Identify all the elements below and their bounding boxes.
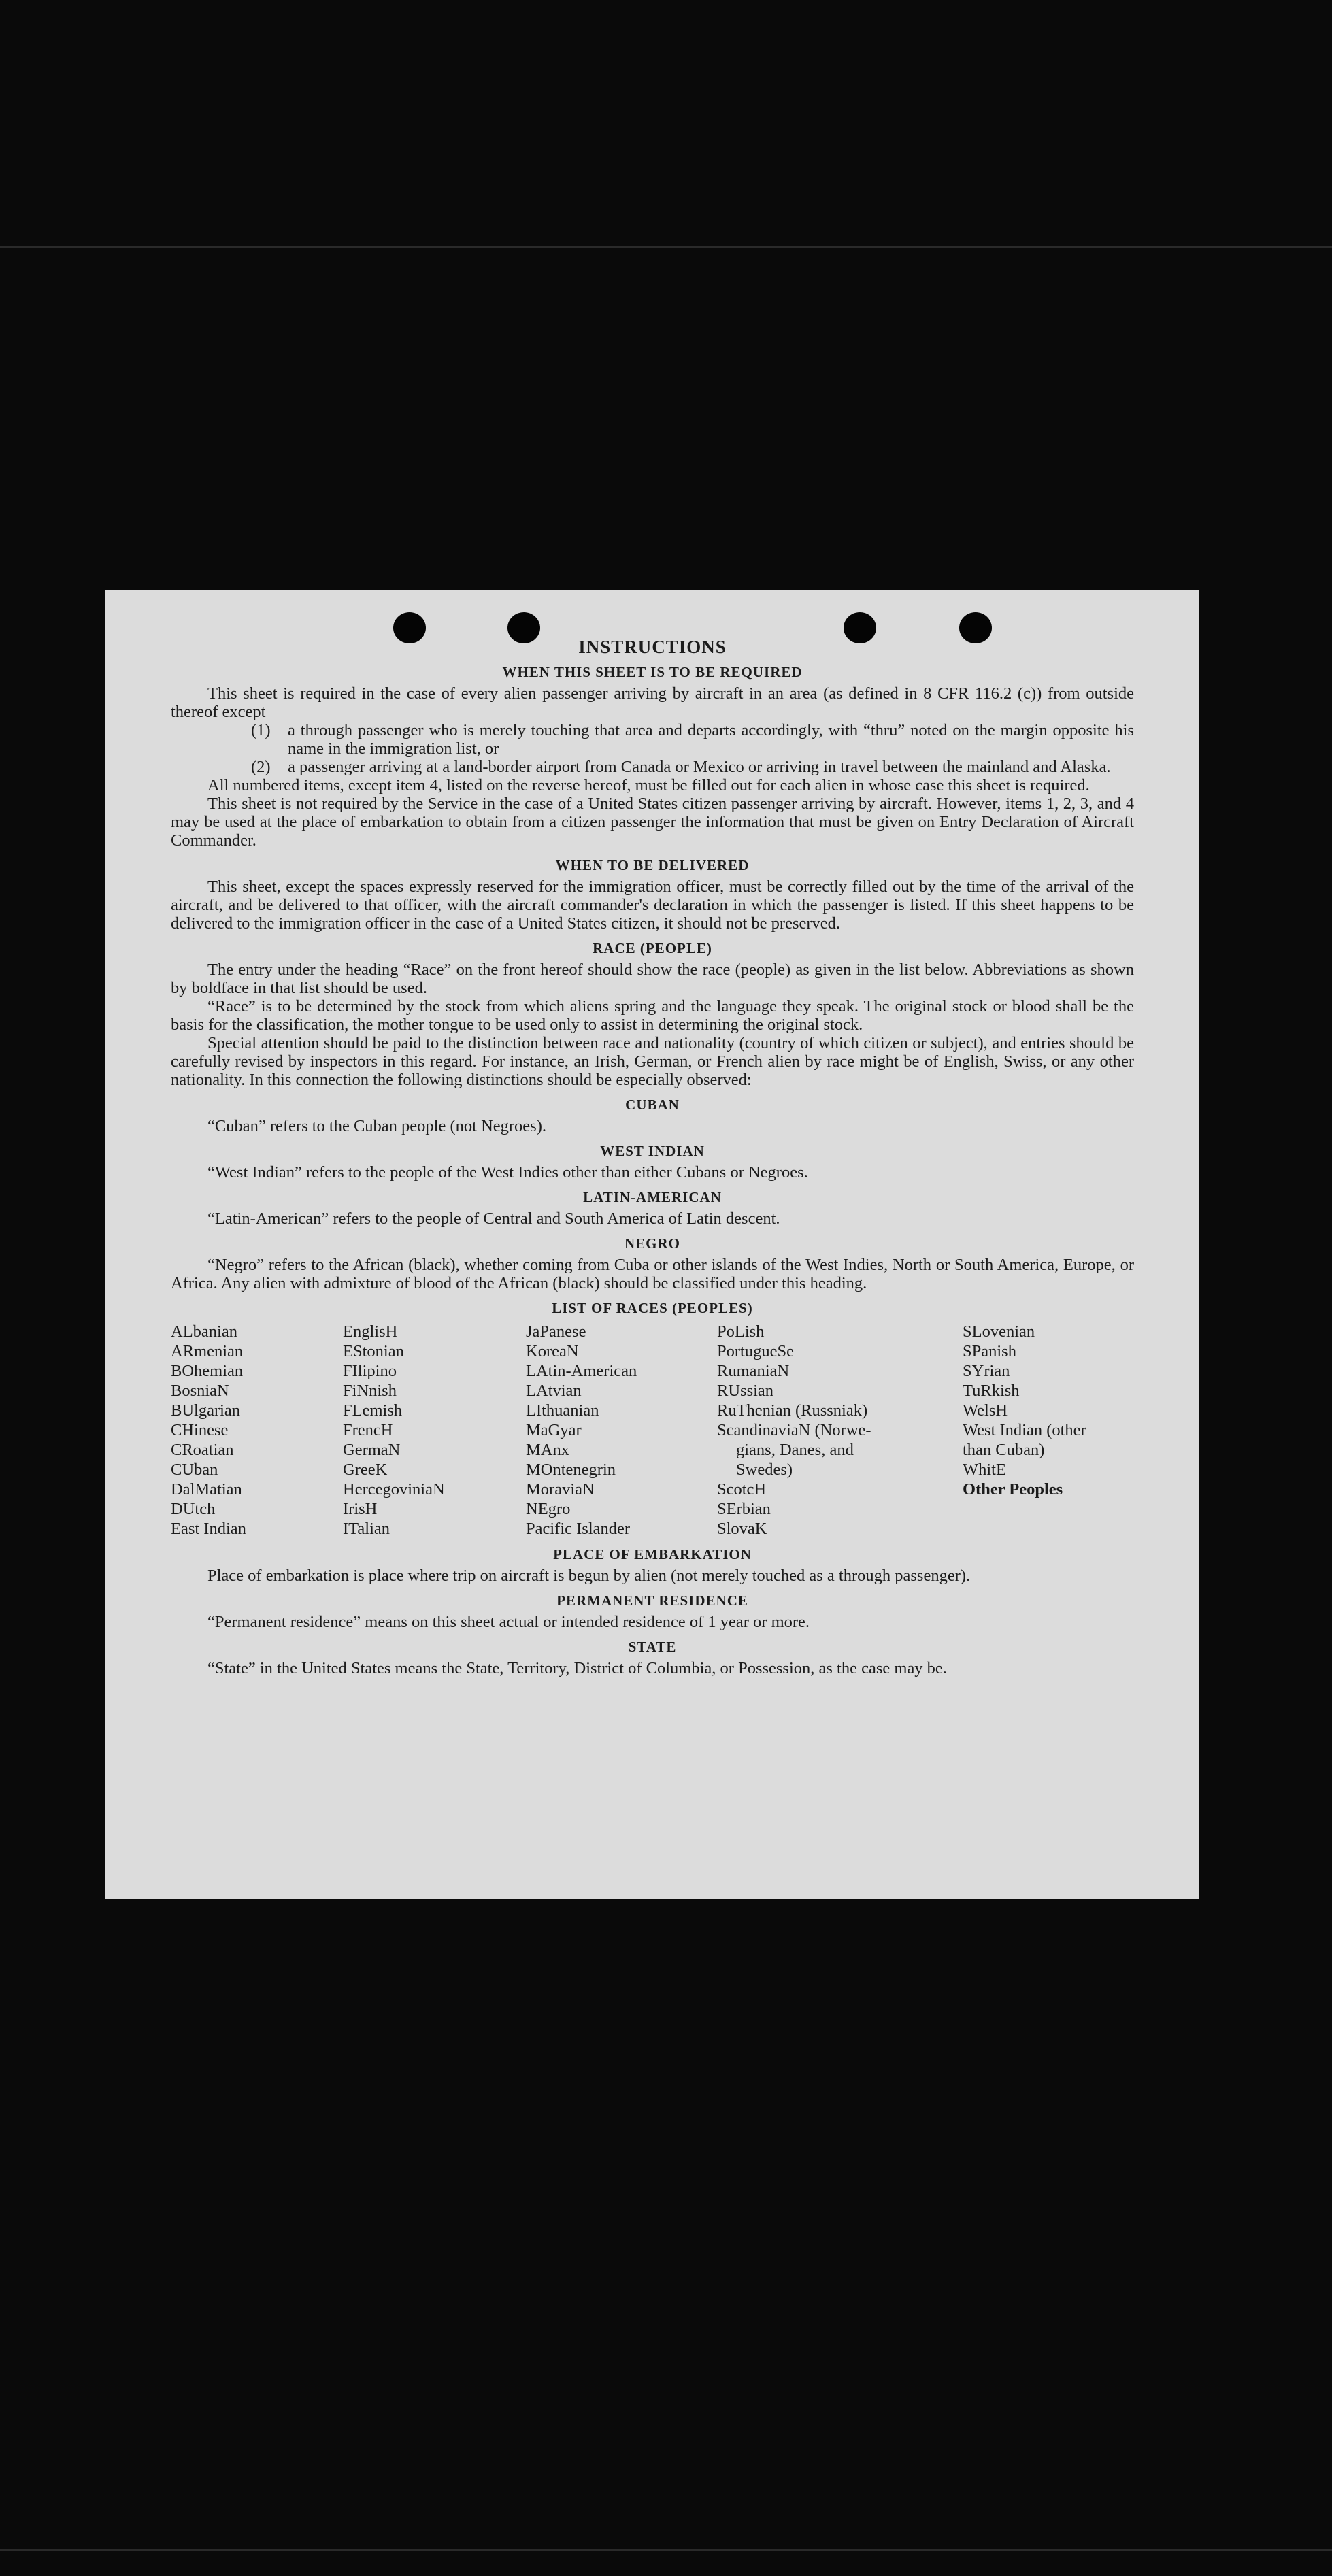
item-text: a through passenger who is merely touching that area and departs accordingly, with “thru” noted on the margin opposite his name in the immigration list, or xyxy=(288,721,1134,758)
race-entry: CHinese xyxy=(171,1421,229,1439)
race-entry: gians, Danes, and xyxy=(736,1441,854,1459)
race-entry: PoLish xyxy=(717,1322,765,1341)
scan-artifact-line xyxy=(0,2549,1332,2551)
page-title: INSTRUCTIONS xyxy=(578,637,727,657)
item-text: a passenger arriving at a land-border airport from Canada or Mexico or arriving in travel between the mainland and Alaska. xyxy=(288,758,1111,776)
race-entry: FrencH xyxy=(343,1421,393,1439)
race-entry: SLovenian xyxy=(963,1322,1035,1341)
paragraph: Place of embarkation is place where trip on aircraft is begun by alien (not merely touched as a through passenger). xyxy=(207,1567,971,1585)
paragraph: “Cuban” refers to the Cuban people (not Negroes). xyxy=(207,1117,546,1135)
race-entry: BOhemian xyxy=(171,1362,244,1380)
race-entry: ITalian xyxy=(343,1520,390,1538)
paragraph: “Negro” refers to the African (black), whether coming from Cuba or other islands of the West Indies, North or South America, Europe, or Africa. Any alien with admixture of blood of the African (black) should be classified under this heading. xyxy=(171,1256,1134,1292)
race-entry: ScandinaviaN (Norwe- xyxy=(717,1421,871,1439)
race-entry: IrisH xyxy=(343,1500,378,1518)
race-entry: LAtin-American xyxy=(526,1362,637,1380)
punch-hole xyxy=(393,612,426,643)
races-list xyxy=(171,1322,1134,1539)
race-entry: FLemish xyxy=(343,1401,403,1420)
race-entry: RuThenian (Russniak) xyxy=(717,1401,868,1420)
item-number: (2) xyxy=(251,758,271,776)
race-entry: KoreaN xyxy=(526,1342,579,1360)
race-entry: CRoatian xyxy=(171,1441,234,1459)
paragraph: “Race” is to be determined by the stock from which aliens spring and the language they speak. The original stock or blood shall be the basis for the classification, the mother tongue to be used only to assist in determining the original stock. xyxy=(171,997,1134,1034)
paragraph: This sheet, except the spaces expressly reserved for the immigration officer, must be correctly filled out by the time of the arrival of the aircraft, and be delivered to that officer, with the aircraft commander's declaration in which the passenger is listed. If this sheet happens to be delivered to the immigration officer in the case of a United States citizen, it should not be preserved. xyxy=(171,877,1134,933)
paragraph: The entry under the heading “Race” on the front hereof should show the race (people) as given in the list below. Abbreviations as shown by boldface in that list should be used. xyxy=(171,960,1134,997)
paragraph: This sheet is required in the case of every alien passenger arriving by aircraft in an area (as defined in 8 CFR 116.2 (c)) from outside thereof except xyxy=(171,684,1134,721)
paragraph: “West Indian” refers to the people of the West Indies other than either Cubans or Negroes. xyxy=(207,1163,808,1182)
heading-state: STATE xyxy=(628,1639,677,1655)
punch-hole xyxy=(507,612,540,643)
heading-latin-american: LATIN-AMERICAN xyxy=(583,1189,722,1205)
races-column-1 xyxy=(171,1322,343,1539)
race-entry: NEgro xyxy=(526,1500,571,1518)
heading-west-indian: WEST INDIAN xyxy=(600,1143,705,1159)
race-entry: PortugueSe xyxy=(717,1342,794,1360)
race-entry: EStonian xyxy=(343,1342,404,1360)
heading-embarkation: PLACE OF EMBARKATION xyxy=(553,1546,752,1562)
race-entry: TuRkish xyxy=(963,1382,1020,1400)
race-entry: Pacific Islander xyxy=(526,1520,631,1538)
race-entry: DalMatian xyxy=(171,1480,242,1499)
race-entry: LAtvian xyxy=(526,1382,582,1400)
race-entry: MaGyar xyxy=(526,1421,582,1439)
paragraph: “State” in the United States means the State, Territory, District of Columbia, or Possession, as the case may be. xyxy=(207,1659,947,1677)
heading-races-list: LIST OF RACES (PEOPLES) xyxy=(552,1300,753,1316)
race-entry: MoraviaN xyxy=(526,1480,595,1499)
paragraph: This sheet is not required by the Service in the case of a United States citizen passenger arriving by aircraft. However, items 1, 2, 3, and 4 may be used at the place of embarkation to obtain from a citizen passenger the information that must be given on Entry Declaration of Aircraft Commander. xyxy=(171,794,1134,850)
race-entry: CUban xyxy=(171,1460,218,1479)
races-column-5 xyxy=(963,1322,1133,1539)
document-page xyxy=(105,590,1199,1899)
race-entry: EnglisH xyxy=(343,1322,398,1341)
heading-residence: PERMANENT RESIDENCE xyxy=(556,1592,748,1609)
race-entry: SlovaK xyxy=(717,1520,767,1538)
race-entry: SPanish xyxy=(963,1342,1016,1360)
race-entry: HercegoviniaN xyxy=(343,1480,445,1499)
race-entry: ScotcH xyxy=(717,1480,767,1499)
races-column-4 xyxy=(717,1322,963,1539)
heading-negro: NEGRO xyxy=(624,1235,680,1252)
race-entry: MAnx xyxy=(526,1441,569,1459)
heading-cuban: CUBAN xyxy=(625,1097,680,1113)
race-entry: SYrian xyxy=(963,1362,1010,1380)
race-entry: ALbanian xyxy=(171,1322,237,1341)
scan-artifact-line xyxy=(0,246,1332,248)
race-entry: BosniaN xyxy=(171,1382,229,1400)
paragraph: Special attention should be paid to the distinction between race and nationality (country of which citizen or subject), and entries should be carefully revised by inspectors in this regard. For instance, an Irish, German, or French alien by race might be of English, Swiss, or any other nationality. In this connection the following distinctions should be especially observed: xyxy=(171,1034,1134,1089)
race-entry: East Indian xyxy=(171,1520,246,1538)
race-entry: LIthuanian xyxy=(526,1401,599,1420)
race-entry: GermaN xyxy=(343,1441,401,1459)
heading-race: RACE (PEOPLE) xyxy=(593,940,712,956)
race-entry: than Cuban) xyxy=(963,1441,1045,1459)
race-entry: MOntenegrin xyxy=(526,1460,616,1479)
race-entry: ARmenian xyxy=(171,1342,244,1360)
list-item xyxy=(251,721,1134,758)
race-entry: FIlipino xyxy=(343,1362,397,1380)
paragraph: “Latin-American” refers to the people of Central and South America of Latin descent. xyxy=(207,1209,780,1228)
heading-required: WHEN THIS SHEET IS TO BE REQUIRED xyxy=(502,664,803,680)
paragraph: All numbered items, except item 4, listed on the reverse hereof, must be filled out for each alien in whose case this sheet is required. xyxy=(207,776,1090,794)
race-entry: JaPanese xyxy=(526,1322,586,1341)
punch-hole xyxy=(844,612,876,643)
item-number: (1) xyxy=(251,721,271,739)
punch-hole xyxy=(959,612,992,643)
race-entry: Other Peoples xyxy=(963,1480,1063,1499)
race-entry: FiNnish xyxy=(343,1382,397,1400)
race-entry: DUtch xyxy=(171,1500,216,1518)
list-item xyxy=(251,758,1134,776)
race-entry: WhitE xyxy=(963,1460,1006,1479)
race-entry: BUlgarian xyxy=(171,1401,241,1420)
race-entry: SErbian xyxy=(717,1500,771,1518)
race-entry: Swedes) xyxy=(736,1460,793,1479)
race-entry: WelsH xyxy=(963,1401,1008,1420)
races-column-3 xyxy=(526,1322,717,1539)
heading-delivered: WHEN TO BE DELIVERED xyxy=(555,857,750,873)
paragraph: “Permanent residence” means on this sheet actual or intended residence of 1 year or more. xyxy=(207,1613,810,1631)
race-entry: RumaniaN xyxy=(717,1362,790,1380)
races-column-2 xyxy=(343,1322,526,1539)
race-entry: GreeK xyxy=(343,1460,388,1479)
race-entry: RUssian xyxy=(717,1382,774,1400)
race-entry: West Indian (other xyxy=(963,1421,1086,1439)
